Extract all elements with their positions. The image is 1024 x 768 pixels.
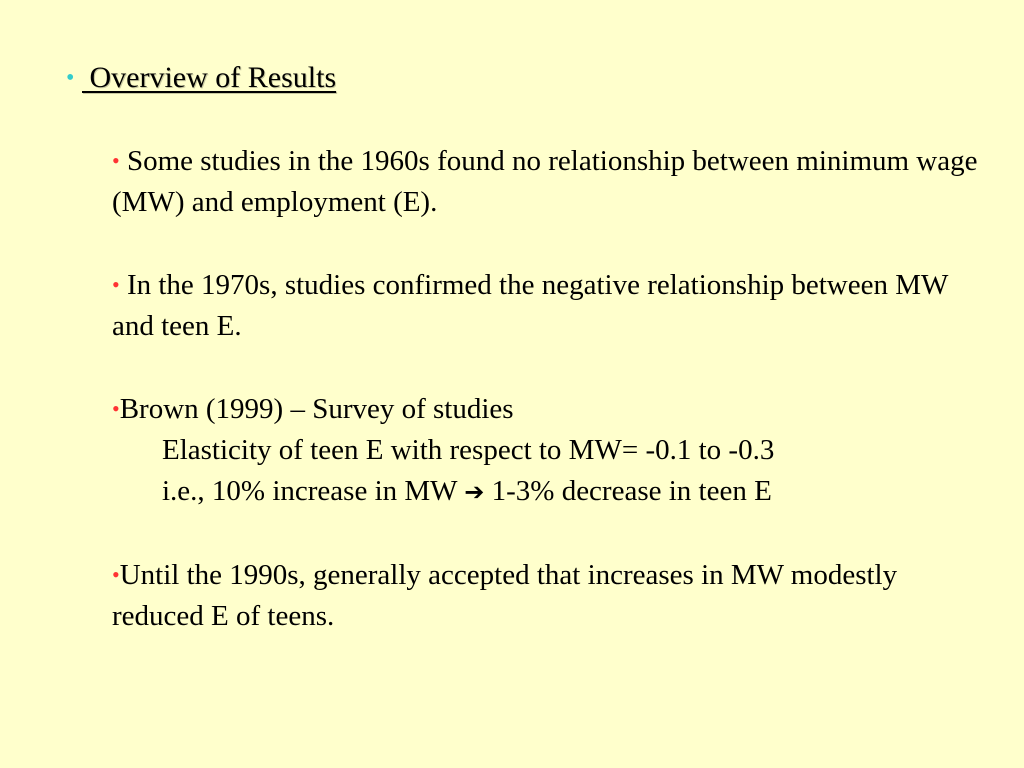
heading-bullet-icon: • xyxy=(66,65,75,91)
interpretation-after: 1-3% decrease in teen E xyxy=(484,475,772,507)
point-text: Until the 1990s, generally accepted that increases in MW modestly reduced E of teens. xyxy=(112,559,898,632)
interpretation-line xyxy=(112,471,992,513)
bullet-icon: • xyxy=(112,562,120,587)
bullet-icon: • xyxy=(112,272,120,297)
point-1990s xyxy=(112,554,992,637)
point-text: Some studies in the 1960s found no relationship between minimum wage (MW) and employment (E). xyxy=(112,145,978,218)
slide-body xyxy=(112,140,992,678)
point-text: In the 1970s, studies confirmed the negative relationship between MW and teen E. xyxy=(112,269,948,342)
point-brown-1999 xyxy=(112,388,992,513)
interpretation-before: i.e., 10% increase in MW xyxy=(162,475,465,507)
elasticity-line: Elasticity of teen E with respect to MW= -0.1 to -0.3 xyxy=(162,434,775,466)
bullet-icon: • xyxy=(112,396,120,421)
heading-title: Overview of Results xyxy=(82,61,337,94)
point-1970s xyxy=(112,264,992,347)
bullet-icon: • xyxy=(112,148,120,173)
slide-heading xyxy=(66,58,336,98)
point-text: Brown (1999) – Survey of studies xyxy=(119,393,514,425)
right-arrow-icon: ➔ xyxy=(464,478,485,506)
point-1960s xyxy=(112,140,992,223)
